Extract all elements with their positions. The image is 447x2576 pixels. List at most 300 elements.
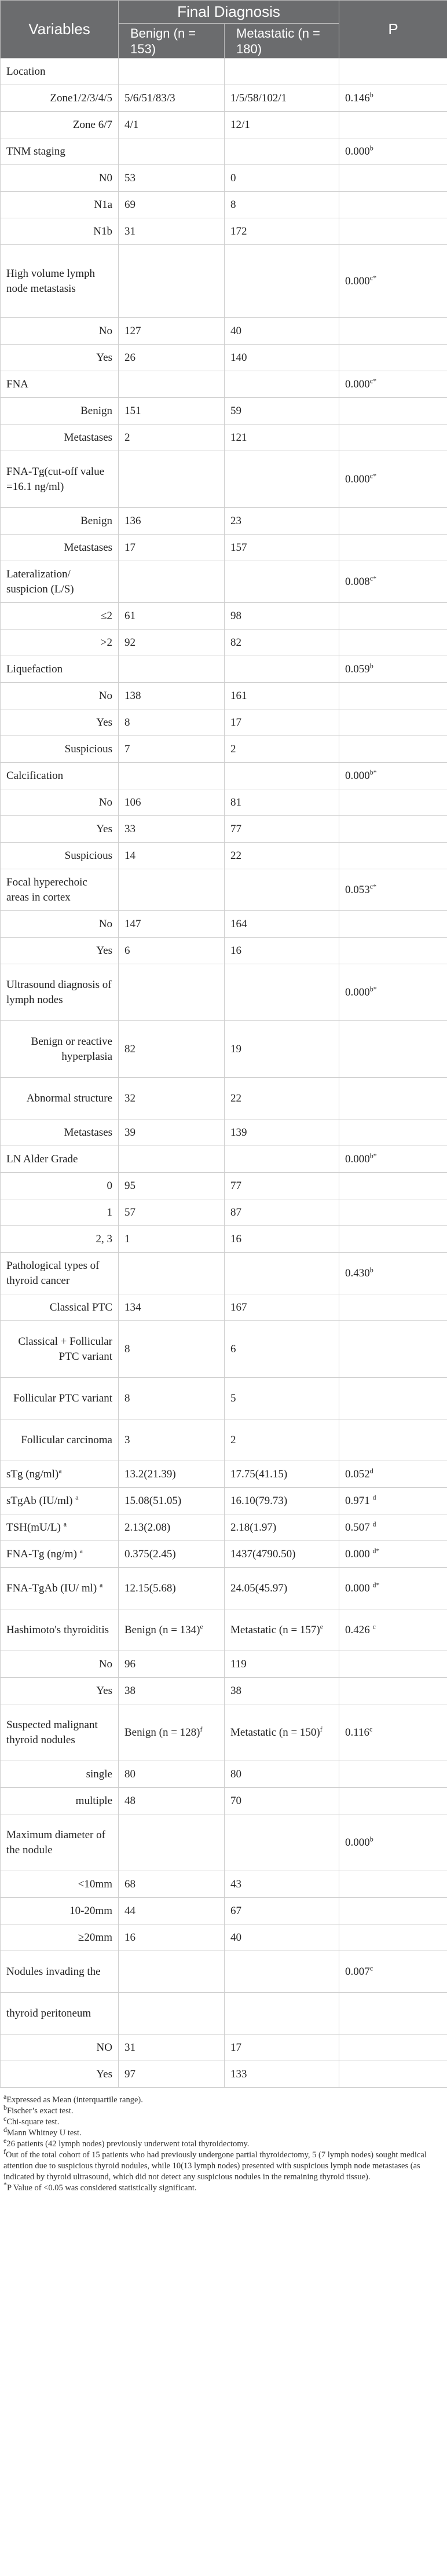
variable-cell bbox=[1, 58, 119, 85]
benign-cell-text: 1 bbox=[124, 1232, 130, 1245]
variable-cell bbox=[1, 1568, 119, 1609]
p-value-cell bbox=[339, 535, 447, 561]
variable-cell-text: FNA bbox=[6, 378, 29, 390]
variable-cell-text: No bbox=[98, 689, 112, 702]
variable-cell bbox=[1, 1021, 119, 1078]
table-row bbox=[1, 1924, 447, 1951]
variable-cell bbox=[1, 869, 119, 911]
metastatic-cell bbox=[225, 85, 339, 112]
variable-cell bbox=[1, 165, 119, 192]
variable-cell bbox=[1, 1951, 119, 1993]
p-value-cell-text: 0.000 bbox=[345, 1152, 370, 1165]
benign-cell-text: 4/1 bbox=[124, 118, 139, 131]
table-row bbox=[1, 938, 447, 964]
p-value-cell-text: 0.000 bbox=[345, 1836, 370, 1849]
table-row bbox=[1, 85, 447, 112]
variable-cell bbox=[1, 1678, 119, 1704]
variable-cell-text: High volume lymph node metastasis bbox=[6, 267, 96, 295]
benign-cell-text: 134 bbox=[124, 1301, 141, 1313]
metastatic-cell bbox=[225, 138, 339, 165]
p-value-cell-text: 0.146 bbox=[345, 92, 370, 104]
metastatic-cell-text: 1/5/58/102/1 bbox=[230, 92, 287, 104]
table-row bbox=[1, 763, 447, 789]
variable-cell bbox=[1, 603, 119, 630]
table-row bbox=[1, 1146, 447, 1173]
metastatic-cell bbox=[225, 1924, 339, 1951]
variable-cell bbox=[1, 1514, 119, 1541]
benign-cell bbox=[119, 1761, 225, 1788]
variable-cell-text: LN Alder Grade bbox=[6, 1152, 78, 1165]
benign-cell bbox=[119, 816, 225, 843]
variable-cell bbox=[1, 1119, 119, 1146]
benign-cell bbox=[119, 683, 225, 709]
p-value-cell bbox=[339, 1609, 447, 1651]
metastatic-cell bbox=[225, 816, 339, 843]
metastatic-cell-text: 70 bbox=[230, 1794, 241, 1807]
benign-cell bbox=[119, 843, 225, 869]
metastatic-cell bbox=[225, 1461, 339, 1488]
variable-cell-text: NO bbox=[96, 2041, 112, 2054]
metastatic-cell bbox=[225, 345, 339, 371]
benign-cell-text: 17 bbox=[124, 541, 135, 554]
metastatic-cell bbox=[225, 1814, 339, 1871]
variable-cell-text: single bbox=[86, 1768, 112, 1780]
metastatic-cell bbox=[225, 1788, 339, 1814]
variable-cell-text: N1a bbox=[94, 198, 112, 211]
metastatic-cell bbox=[225, 1761, 339, 1788]
benign-cell-text: 3 bbox=[124, 1433, 130, 1446]
benign-cell bbox=[119, 192, 225, 218]
benign-cell-text: 44 bbox=[124, 1904, 135, 1917]
metastatic-cell bbox=[225, 736, 339, 763]
metastatic-cell-text: 19 bbox=[230, 1042, 241, 1055]
footnote bbox=[0, 2092, 447, 2106]
benign-cell-text: 68 bbox=[124, 1878, 135, 1890]
variable-cell-text: 1 bbox=[107, 1206, 112, 1219]
p-value-cell-text: 0.507 bbox=[345, 1521, 373, 1534]
variable-cell bbox=[1, 1253, 119, 1294]
variable-cell bbox=[1, 964, 119, 1021]
metastatic-cell bbox=[225, 1898, 339, 1924]
p-value-cell bbox=[339, 630, 447, 656]
metastatic-cell bbox=[225, 1146, 339, 1173]
variable-cell bbox=[1, 2061, 119, 2088]
p-value-cell bbox=[339, 1419, 447, 1461]
benign-cell-text: 53 bbox=[124, 171, 135, 184]
p-value-cell bbox=[339, 85, 447, 112]
variable-cell-text: No bbox=[98, 1657, 112, 1670]
table-row bbox=[1, 656, 447, 683]
benign-cell-text: 96 bbox=[124, 1657, 135, 1670]
variable-cell bbox=[1, 1378, 119, 1419]
table-row bbox=[1, 192, 447, 218]
benign-cell-text: 31 bbox=[124, 225, 135, 237]
metastatic-cell bbox=[225, 938, 339, 964]
variable-cell bbox=[1, 683, 119, 709]
p-value-cell-text: 0.116 bbox=[345, 1726, 370, 1739]
metastatic-cell bbox=[225, 1993, 339, 2035]
p-value-cell-footnote-mark: c bbox=[372, 1622, 376, 1631]
variable-cell-text: >2 bbox=[100, 636, 112, 649]
variable-cell bbox=[1, 763, 119, 789]
variable-cell-text: Nodules invading the bbox=[6, 1965, 101, 1978]
benign-cell-text: 138 bbox=[124, 689, 141, 702]
table-row bbox=[1, 816, 447, 843]
metastatic-cell bbox=[225, 869, 339, 911]
metastatic-cell-footnote-mark: f bbox=[320, 1725, 323, 1733]
p-value-cell bbox=[339, 683, 447, 709]
metastatic-cell bbox=[225, 58, 339, 85]
p-value-cell-text: 0.052 bbox=[345, 1468, 370, 1480]
p-value-cell-text: 0.000 bbox=[345, 769, 370, 782]
benign-cell bbox=[119, 1788, 225, 1814]
benign-cell bbox=[119, 1704, 225, 1761]
metastatic-cell-text: 139 bbox=[230, 1126, 247, 1139]
variable-cell bbox=[1, 1419, 119, 1461]
p-value-cell bbox=[339, 938, 447, 964]
variable-cell-footnote-mark: a bbox=[75, 1493, 79, 1502]
p-value-cell bbox=[339, 1541, 447, 1568]
benign-cell-text: 8 bbox=[124, 716, 130, 729]
p-value-cell-footnote-mark: c* bbox=[369, 273, 377, 282]
p-value-cell bbox=[339, 1253, 447, 1294]
p-value-cell-text: 0.000 bbox=[345, 1547, 373, 1560]
metastatic-cell-text: 40 bbox=[230, 1931, 241, 1944]
p-value-cell bbox=[339, 508, 447, 535]
variable-cell bbox=[1, 656, 119, 683]
table-row bbox=[1, 218, 447, 245]
benign-cell bbox=[119, 1226, 225, 1253]
footnote bbox=[0, 2136, 447, 2150]
metastatic-cell-text: 133 bbox=[230, 2068, 247, 2080]
footnote-text: 26 patients (42 lymph nodes) previously underwent total thyroidectomy. bbox=[6, 2139, 250, 2149]
variable-cell bbox=[1, 709, 119, 736]
p-value-cell bbox=[339, 1119, 447, 1146]
benign-cell-text: 16 bbox=[124, 1931, 135, 1944]
variable-cell-text: Zone 6/7 bbox=[72, 118, 112, 131]
table-row bbox=[1, 1788, 447, 1814]
benign-cell bbox=[119, 630, 225, 656]
variable-cell-text: Yes bbox=[96, 944, 112, 957]
benign-cell bbox=[119, 1021, 225, 1078]
benign-cell-text: 8 bbox=[124, 1392, 130, 1404]
table-row bbox=[1, 789, 447, 816]
table-row bbox=[1, 508, 447, 535]
p-value-cell bbox=[339, 318, 447, 345]
variable-cell-text: Yes bbox=[96, 716, 112, 729]
variable-cell-text: FNA-TgAb (IU/ ml) bbox=[6, 1582, 100, 1594]
metastatic-cell bbox=[225, 964, 339, 1021]
table-row bbox=[1, 1951, 447, 1993]
table-row bbox=[1, 869, 447, 911]
p-value-cell bbox=[339, 371, 447, 398]
benign-cell bbox=[119, 736, 225, 763]
variable-cell bbox=[1, 1788, 119, 1814]
p-value-cell bbox=[339, 1488, 447, 1514]
metastatic-cell-text: 77 bbox=[230, 1179, 241, 1192]
variable-cell-text: Metastases bbox=[64, 1126, 112, 1139]
metastatic-cell bbox=[225, 318, 339, 345]
p-value-cell-footnote-mark: b bbox=[369, 1265, 373, 1274]
footnote-mark: a bbox=[3, 2092, 7, 2101]
benign-cell-text: 13.2(21.39) bbox=[124, 1468, 176, 1480]
p-value-cell-footnote-mark: d* bbox=[372, 1546, 380, 1555]
metastatic-cell-text: 16 bbox=[230, 944, 241, 957]
table-row bbox=[1, 843, 447, 869]
p-value-cell bbox=[339, 603, 447, 630]
variable-cell-footnote-mark: a bbox=[63, 1520, 67, 1528]
metastatic-cell-text: 22 bbox=[230, 1092, 241, 1104]
benign-cell-text: 80 bbox=[124, 1768, 135, 1780]
metastatic-cell bbox=[225, 763, 339, 789]
variable-cell-text: Classical PTC bbox=[49, 1301, 112, 1313]
p-value-cell bbox=[339, 1514, 447, 1541]
p-value-cell-footnote-mark: c* bbox=[369, 574, 377, 583]
table-row bbox=[1, 1294, 447, 1321]
p-value-cell-footnote-mark: b* bbox=[369, 768, 377, 777]
metastatic-cell bbox=[225, 1488, 339, 1514]
variable-cell bbox=[1, 371, 119, 398]
p-value-cell-text: 0.008 bbox=[345, 575, 370, 588]
variable-cell bbox=[1, 1226, 119, 1253]
variable-cell bbox=[1, 1871, 119, 1898]
variable-cell-text: Yes bbox=[96, 822, 112, 835]
footnote-mark: c bbox=[3, 2114, 7, 2123]
col-header-final-diagnosis: Final Diagnosis bbox=[119, 1, 339, 24]
metastatic-cell bbox=[225, 2035, 339, 2061]
p-value-cell bbox=[339, 843, 447, 869]
p-value-cell-text: 0.971 bbox=[345, 1494, 373, 1507]
variable-cell bbox=[1, 561, 119, 603]
variable-cell bbox=[1, 1898, 119, 1924]
benign-cell-text: Benign (n = 134) bbox=[124, 1623, 200, 1636]
benign-cell-text: 57 bbox=[124, 1206, 135, 1219]
p-value-cell-text: 0.000 bbox=[345, 275, 370, 287]
p-value-cell bbox=[339, 58, 447, 85]
metastatic-cell bbox=[225, 425, 339, 451]
variable-cell bbox=[1, 1704, 119, 1761]
variable-cell bbox=[1, 1146, 119, 1173]
benign-cell bbox=[119, 2061, 225, 2088]
table-row bbox=[1, 318, 447, 345]
benign-cell-text: 2 bbox=[124, 431, 130, 444]
variable-cell bbox=[1, 1814, 119, 1871]
variable-cell-text: No bbox=[98, 324, 112, 337]
footnotes bbox=[0, 2092, 447, 2194]
p-value-cell-footnote-mark: c* bbox=[369, 376, 377, 385]
variable-cell bbox=[1, 508, 119, 535]
benign-cell bbox=[119, 1321, 225, 1378]
metastatic-cell-text: 172 bbox=[230, 225, 247, 237]
metastatic-cell bbox=[225, 1226, 339, 1253]
table-row bbox=[1, 709, 447, 736]
benign-cell bbox=[119, 1924, 225, 1951]
metastatic-cell bbox=[225, 1078, 339, 1119]
metastatic-cell bbox=[225, 1541, 339, 1568]
metastatic-cell bbox=[225, 656, 339, 683]
variable-cell-text: Focal hyperechoic areas in cortex bbox=[6, 876, 87, 903]
benign-cell-text: 8 bbox=[124, 1342, 130, 1355]
metastatic-cell-text: 38 bbox=[230, 1684, 241, 1697]
benign-cell-text: 61 bbox=[124, 609, 135, 622]
benign-cell bbox=[119, 1119, 225, 1146]
variable-cell-text: Benign bbox=[80, 514, 112, 527]
benign-cell-text: 39 bbox=[124, 1126, 135, 1139]
benign-cell bbox=[119, 58, 225, 85]
footnote-text: Fischer’s exact test. bbox=[7, 2106, 74, 2116]
metastatic-cell bbox=[225, 398, 339, 425]
p-value-cell bbox=[339, 1898, 447, 1924]
benign-cell bbox=[119, 763, 225, 789]
benign-cell bbox=[119, 1814, 225, 1871]
table-row bbox=[1, 603, 447, 630]
p-value-cell bbox=[339, 2061, 447, 2088]
benign-cell bbox=[119, 1419, 225, 1461]
variable-cell-text: Metastases bbox=[64, 431, 112, 444]
variable-cell-footnote-mark: a bbox=[99, 1580, 103, 1589]
benign-cell-text: 48 bbox=[124, 1794, 135, 1807]
variable-cell-text: 2, 3 bbox=[96, 1232, 112, 1245]
footnote-mark: * bbox=[3, 2180, 7, 2189]
metastatic-cell bbox=[225, 1871, 339, 1898]
table-row bbox=[1, 1609, 447, 1651]
benign-cell-text: 38 bbox=[124, 1684, 135, 1697]
table-row bbox=[1, 1761, 447, 1788]
p-value-cell bbox=[339, 763, 447, 789]
benign-cell bbox=[119, 1871, 225, 1898]
footnote bbox=[0, 2147, 447, 2183]
p-value-cell-footnote-mark: b* bbox=[369, 985, 377, 993]
p-value-cell-text: 0.430 bbox=[345, 1267, 370, 1279]
variable-cell-text: N1b bbox=[93, 225, 112, 237]
metastatic-cell-text: Metastatic (n = 150) bbox=[230, 1726, 320, 1739]
metastatic-cell-text: 17 bbox=[230, 2041, 241, 2054]
variable-cell-text: FNA-Tg (ng/m) bbox=[6, 1547, 80, 1560]
metastatic-cell bbox=[225, 603, 339, 630]
variable-cell-text: Yes bbox=[96, 351, 112, 364]
benign-cell bbox=[119, 561, 225, 603]
metastatic-cell-text: 2 bbox=[230, 1433, 236, 1446]
p-value-cell bbox=[339, 451, 447, 508]
p-value-cell-text: 0.059 bbox=[345, 663, 370, 675]
table-row bbox=[1, 345, 447, 371]
metastatic-cell bbox=[225, 709, 339, 736]
metastatic-cell-text: 157 bbox=[230, 541, 247, 554]
benign-cell-text: 7 bbox=[124, 742, 130, 755]
benign-cell bbox=[119, 709, 225, 736]
p-value-cell-text: 0.007 bbox=[345, 1965, 370, 1978]
variable-cell bbox=[1, 843, 119, 869]
metastatic-cell-text: 12/1 bbox=[230, 118, 250, 131]
benign-cell-text: 0.375(2.45) bbox=[124, 1547, 176, 1560]
variable-cell-text: 0 bbox=[107, 1179, 112, 1192]
variable-cell bbox=[1, 1761, 119, 1788]
p-value-cell bbox=[339, 709, 447, 736]
benign-cell bbox=[119, 112, 225, 138]
table-row bbox=[1, 1378, 447, 1419]
metastatic-cell-text: 0 bbox=[230, 171, 236, 184]
metastatic-cell-text: 6 bbox=[230, 1342, 236, 1355]
variable-cell bbox=[1, 1609, 119, 1651]
variable-cell bbox=[1, 245, 119, 318]
p-value-cell-footnote-mark: b bbox=[369, 144, 373, 152]
table-row bbox=[1, 1871, 447, 1898]
benign-cell-text: 14 bbox=[124, 849, 135, 862]
variable-cell-text: sTg (ng/ml) bbox=[6, 1468, 59, 1480]
variable-cell-text: Liquefaction bbox=[6, 663, 63, 675]
metastatic-cell-text: 8 bbox=[230, 198, 236, 211]
variable-cell bbox=[1, 451, 119, 508]
table-row bbox=[1, 1253, 447, 1294]
metastatic-cell bbox=[225, 683, 339, 709]
metastatic-cell-text: 40 bbox=[230, 324, 241, 337]
variable-cell-text: Benign bbox=[80, 404, 112, 417]
benign-cell bbox=[119, 535, 225, 561]
benign-cell bbox=[119, 789, 225, 816]
p-value-cell bbox=[339, 1146, 447, 1173]
metastatic-cell-text: Metastatic (n = 157) bbox=[230, 1623, 320, 1636]
footnote bbox=[0, 2103, 447, 2117]
footnote-mark: d bbox=[3, 2125, 7, 2134]
p-value-cell bbox=[339, 1651, 447, 1678]
variable-cell bbox=[1, 630, 119, 656]
p-value-cell-footnote-mark: b bbox=[369, 661, 373, 670]
variable-cell-text: Classical + Follicular PTC variant bbox=[18, 1335, 112, 1363]
metastatic-cell bbox=[225, 789, 339, 816]
benign-cell-text: 2.13(2.08) bbox=[124, 1521, 171, 1534]
p-value-cell bbox=[339, 1761, 447, 1788]
variable-cell bbox=[1, 1294, 119, 1321]
metastatic-cell bbox=[225, 1419, 339, 1461]
metastatic-cell bbox=[225, 245, 339, 318]
footnote-text: P Value of <0.05 was considered statistically significant. bbox=[7, 2183, 197, 2193]
benign-cell bbox=[119, 2035, 225, 2061]
variable-cell-text: Lateralization/ suspicion (L/S) bbox=[6, 568, 74, 595]
p-value-cell-footnote-mark: d bbox=[372, 1493, 376, 1502]
footnote bbox=[0, 2125, 447, 2139]
p-value-cell bbox=[339, 1021, 447, 1078]
benign-cell bbox=[119, 1678, 225, 1704]
p-value-cell-footnote-mark: d bbox=[369, 1466, 373, 1475]
variable-cell-text: <10mm bbox=[78, 1878, 112, 1890]
variable-cell-text: N0 bbox=[98, 171, 112, 184]
variable-cell-text: TNM staging bbox=[6, 145, 65, 158]
benign-cell bbox=[119, 1461, 225, 1488]
variable-cell bbox=[1, 1488, 119, 1514]
benign-cell-footnote-mark: f bbox=[200, 1725, 203, 1733]
benign-cell bbox=[119, 1541, 225, 1568]
variable-cell-text: Metastases bbox=[64, 541, 112, 554]
table-row bbox=[1, 1541, 447, 1568]
variable-cell bbox=[1, 218, 119, 245]
table-row bbox=[1, 2061, 447, 2088]
p-value-cell-text: 0.426 bbox=[345, 1623, 373, 1636]
table-row bbox=[1, 1021, 447, 1078]
variable-cell-text: Zone1/2/3/4/5 bbox=[50, 92, 112, 104]
metastatic-cell bbox=[225, 1173, 339, 1199]
variable-cell bbox=[1, 535, 119, 561]
table-row bbox=[1, 1321, 447, 1378]
table-row bbox=[1, 371, 447, 398]
benign-cell bbox=[119, 1199, 225, 1226]
metastatic-cell bbox=[225, 1609, 339, 1651]
p-value-cell-footnote-mark: c* bbox=[369, 882, 377, 891]
p-value-cell bbox=[339, 1678, 447, 1704]
variable-cell-text: No bbox=[98, 917, 112, 930]
p-value-cell bbox=[339, 1814, 447, 1871]
footnote-text: Mann Whitney U test. bbox=[7, 2128, 82, 2138]
p-value-cell bbox=[339, 345, 447, 371]
